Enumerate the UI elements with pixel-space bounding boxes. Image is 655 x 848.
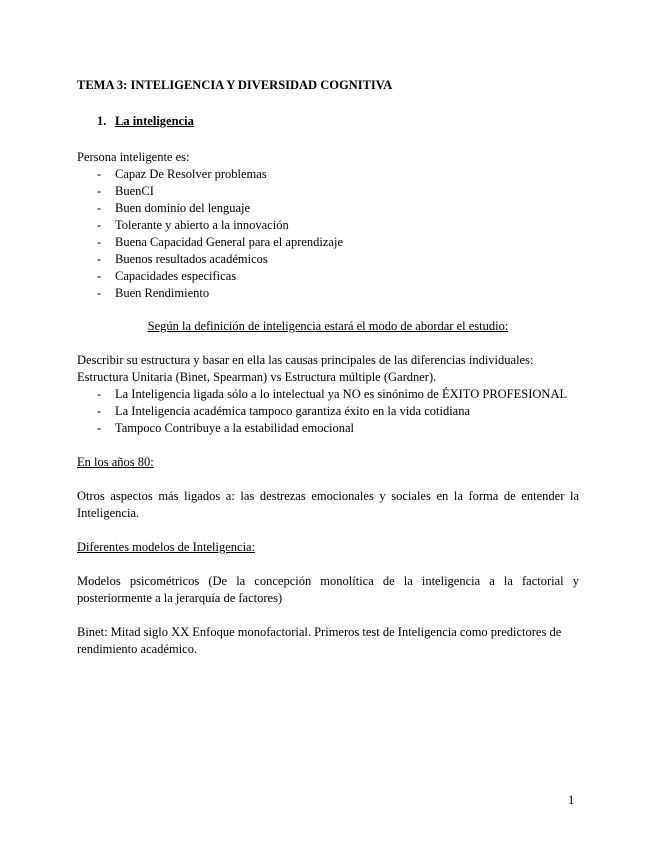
structure-line-2: Estructura Unitaria (Binet, Spearman) vs Estructura múltiple (Gardner). — [77, 370, 437, 384]
page-content — [77, 77, 579, 658]
structure-line-1: Describir su estructura y basar en ella las causas principales de las diferencias individuales: — [77, 353, 534, 367]
list-item: - La Inteligencia académica tampoco garantiza éxito en la vida cotidiana — [97, 404, 471, 418]
intro-text: Persona inteligente es: — [77, 150, 190, 164]
dash-bullet: - — [97, 269, 102, 283]
dash-bullet: - — [97, 252, 102, 266]
section-label: La inteligencia — [115, 114, 194, 128]
models-text: Modelos psicométricos (De la concepción monolítica de la inteligencia a la factorial y posteriormente a la jerarquía de factores) — [77, 574, 579, 605]
list-item: - Buena Capacidad General para el aprendizaje — [97, 235, 343, 249]
document-title: TEMA 3: INTELIGENCIA Y DIVERSIDAD COGNITIVA — [77, 78, 393, 92]
dash-bullet: - — [97, 404, 102, 418]
list-item: - Buen dominio del lenguaje — [97, 201, 251, 215]
dash-bullet: - — [97, 387, 102, 401]
list-item: - Capaz De Resolver problemas — [97, 167, 267, 181]
dash-bullet: - — [97, 167, 102, 181]
eighties-heading: En los años 80: — [77, 455, 154, 469]
section-number: 1. — [97, 114, 107, 128]
list-item: - La Inteligencia ligada sólo a lo intelectual ya NO es sinónimo de ÉXITO PROFESIONAL — [97, 387, 568, 401]
dash-bullet: - — [97, 184, 102, 198]
dash-bullet: - — [97, 235, 102, 249]
list-item: - BuenCI — [97, 184, 154, 198]
list-item: - Tampoco Contribuye a la estabilidad emocional — [97, 421, 354, 435]
dash-bullet: - — [97, 421, 102, 435]
dash-bullet: - — [97, 286, 102, 300]
dash-bullet: - — [97, 218, 102, 232]
binet-text: Binet: Mitad siglo XX Enfoque monofactorial. Primeros test de Inteligencia como predictores de rendimiento académico. — [77, 625, 562, 656]
dash-bullet: - — [97, 201, 102, 215]
models-heading: Diferentes modelos de Inteligencia: — [77, 540, 256, 554]
traits-list — [77, 166, 579, 302]
list-item: - Buen Rendimiento — [97, 286, 210, 300]
list-item: - Capacidades especificas — [97, 269, 237, 283]
list-item: - Tolerante y abierto a la innovación — [97, 218, 289, 232]
list-item: - Buenos resultados académicos — [97, 252, 268, 266]
section-heading — [97, 113, 579, 130]
eighties-text: Otros aspectos más ligados a: las destrezas emocionales y sociales en la forma de entender la Inteligencia. — [77, 489, 579, 520]
page-number: 1 — [568, 793, 575, 807]
definition-note: Según la definición de inteligencia estará el modo de abordar el estudio: — [147, 319, 509, 333]
limits-list — [77, 386, 579, 437]
